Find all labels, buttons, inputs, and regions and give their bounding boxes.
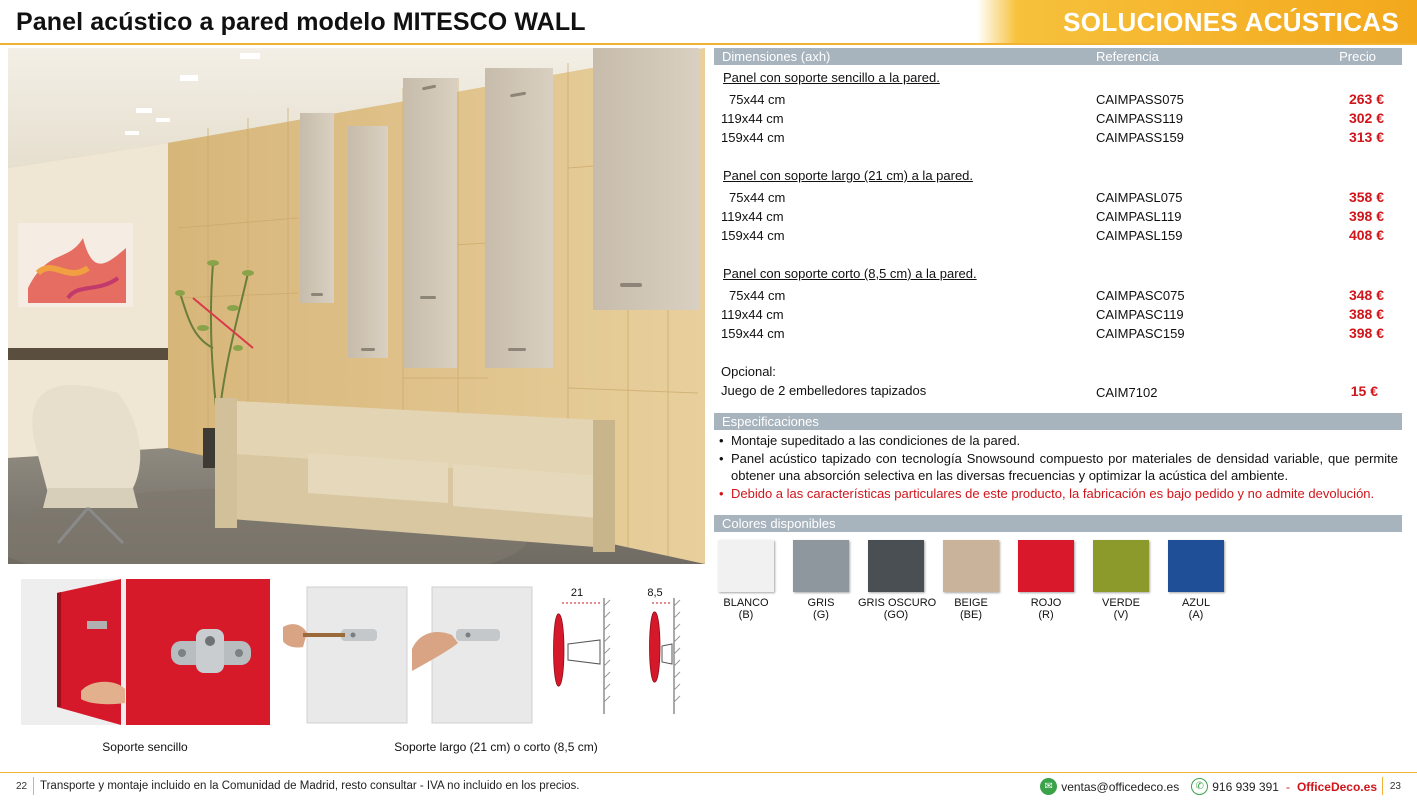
footer-divider	[33, 777, 34, 795]
header-reference: Referencia	[1096, 49, 1159, 64]
price-row	[714, 286, 1402, 305]
group-title: Panel con soporte sencillo a la pared.	[723, 70, 940, 85]
price-groups	[714, 68, 1402, 362]
color-name: BEIGE	[954, 597, 988, 609]
header-dimensions: Dimensiones (axh)	[722, 49, 831, 64]
row-reference: CAIMPASS075	[1096, 92, 1184, 107]
contact-separator: -	[1285, 779, 1290, 794]
group-title: Panel con soporte corto (8,5 cm) a la pared.	[723, 266, 977, 281]
color-swatch-beige[interactable]	[943, 540, 999, 621]
color-code: (G)	[813, 609, 829, 621]
color-swatch-gris[interactable]	[793, 540, 849, 621]
row-reference: CAIMPASL075	[1096, 190, 1183, 205]
color-swatch-rojo[interactable]	[1018, 540, 1074, 621]
optional-ref: CAIM7102	[1096, 385, 1158, 400]
color-name: GRIS	[807, 597, 835, 609]
color-code: (GO)	[883, 609, 909, 621]
color-chip	[793, 540, 849, 592]
price-panel	[714, 48, 1402, 632]
row-price: 408 €	[1348, 227, 1384, 243]
row-dimension: 119x44 cm	[721, 111, 784, 126]
optional-row	[714, 381, 1402, 400]
page-header	[0, 0, 1417, 45]
row-dimension: 159x44 cm	[721, 228, 785, 243]
optional-label: Opcional:	[721, 364, 776, 379]
color-code: (BE)	[960, 609, 982, 621]
contact-phone[interactable]: 916 939 391	[1212, 779, 1279, 794]
colors-title: Colores disponibles	[722, 516, 836, 531]
mounting-photo-2	[412, 585, 535, 725]
page-title: Panel acústico a pared modelo MITESCO WALL	[16, 8, 586, 36]
color-name: ROJO	[1030, 597, 1062, 609]
dim-label-long: 21	[570, 587, 584, 599]
row-reference: CAIMPASS119	[1096, 111, 1183, 126]
footer-note: Transporte y montaje incluido en la Comunidad de Madrid, resto consultar - IVA no incluido en los precios.	[40, 780, 580, 792]
color-name: GRIS OSCURO	[858, 597, 937, 609]
row-dimension: 119x44 cm	[721, 209, 784, 224]
color-swatch-verde[interactable]	[1093, 540, 1149, 621]
bracket-simple-photo	[21, 579, 270, 725]
row-price: 313 €	[1348, 129, 1384, 145]
color-name: BLANCO	[723, 597, 769, 609]
page-number-right: 23	[1389, 781, 1401, 792]
row-dimension: 75x44 cm	[729, 190, 786, 205]
row-reference: CAIMPASL119	[1096, 209, 1182, 224]
color-swatch-blanco[interactable]	[718, 540, 774, 621]
diagram-long-support	[552, 586, 612, 714]
email-icon: ✉	[1040, 778, 1057, 795]
color-code: (B)	[738, 609, 754, 621]
price-row	[714, 305, 1402, 324]
colors-header	[714, 515, 1402, 532]
diagram-short-support	[640, 586, 686, 714]
table-header	[714, 48, 1402, 65]
caption-long-short-support: Soporte largo (21 cm) o corto (8,5 cm)	[394, 740, 598, 754]
group-title: Panel con soporte largo (21 cm) a la pared.	[723, 168, 974, 183]
color-chip	[943, 540, 999, 592]
color-name: AZUL	[1181, 597, 1211, 609]
optional-item: Juego de 2 embelledores tapizados	[721, 383, 927, 398]
color-code: (A)	[1188, 609, 1204, 621]
color-chip	[718, 540, 774, 592]
color-code: (R)	[1038, 609, 1054, 621]
row-reference: CAIMPASC159	[1096, 326, 1185, 341]
color-swatch-azul[interactable]	[1168, 540, 1224, 621]
price-row	[714, 207, 1402, 226]
color-code: (V)	[1113, 609, 1129, 621]
dim-label-short: 8,5	[647, 587, 663, 599]
spec-item: • Montaje supeditado a las condiciones de la pared.	[718, 432, 1398, 450]
footer-contact	[1040, 778, 1377, 795]
specs-header	[714, 413, 1402, 430]
row-dimension: 75x44 cm	[729, 92, 786, 107]
color-chip	[1168, 540, 1224, 592]
row-reference: CAIMPASC119	[1096, 307, 1184, 322]
color-chip	[1018, 540, 1074, 592]
price-row	[714, 128, 1402, 147]
color-name: VERDE	[1102, 597, 1140, 609]
color-swatches	[714, 532, 1402, 632]
row-reference: CAIMPASC075	[1096, 288, 1185, 303]
mounting-photo-1	[283, 585, 409, 725]
row-price: 263 €	[1348, 91, 1384, 107]
color-chip	[1093, 540, 1149, 592]
row-price: 398 €	[1348, 325, 1384, 341]
row-dimension: 75x44 cm	[729, 288, 786, 303]
row-dimension: 159x44 cm	[721, 130, 785, 145]
row-price: 302 €	[1348, 110, 1384, 126]
row-price: 388 €	[1348, 306, 1384, 322]
specs-title: Especificaciones	[722, 414, 819, 429]
product-photo	[8, 48, 705, 564]
header-price: Precio	[1339, 49, 1376, 64]
price-row	[714, 188, 1402, 207]
contact-email[interactable]: ventas@officedeco.es	[1061, 779, 1180, 794]
color-chip	[868, 540, 924, 592]
caption-simple-support: Soporte sencillo	[102, 740, 188, 754]
row-reference: CAIMPASL159	[1096, 228, 1183, 243]
price-row	[714, 324, 1402, 343]
specs-list	[714, 430, 1402, 502]
spec-warning: • Debido a las características particulares de este producto, la fabricación es bajo pedido y no admite devolución.	[718, 485, 1398, 503]
price-row	[714, 109, 1402, 128]
spec-item: • Panel acústico tapizado con tecnología Snowsound compuesto por materiales de densidad variable, que permite obtener una absorción selectiva en las diversas frecuencias y optimizar la acústica del ambiente.	[718, 450, 1398, 485]
color-swatch-gris-oscuro[interactable]	[858, 540, 937, 621]
row-dimension: 119x44 cm	[721, 307, 784, 322]
phone-icon: ✆	[1191, 778, 1208, 795]
price-row	[714, 90, 1402, 109]
section-brand: SOLUCIONES ACÚSTICAS	[1063, 7, 1399, 37]
price-row	[714, 226, 1402, 245]
row-price: 348 €	[1348, 287, 1384, 303]
row-reference: CAIMPASS159	[1096, 130, 1184, 145]
row-dimension: 159x44 cm	[721, 326, 785, 341]
row-price: 398 €	[1348, 208, 1384, 224]
page-footer	[0, 772, 1417, 800]
page-number-left: 22	[16, 781, 28, 792]
row-price: 358 €	[1348, 189, 1384, 205]
contact-website[interactable]: OfficeDeco.es	[1296, 779, 1377, 794]
optional-label-row	[714, 362, 1402, 381]
footer-divider	[1382, 777, 1383, 795]
optional-price: 15 €	[1350, 383, 1378, 399]
